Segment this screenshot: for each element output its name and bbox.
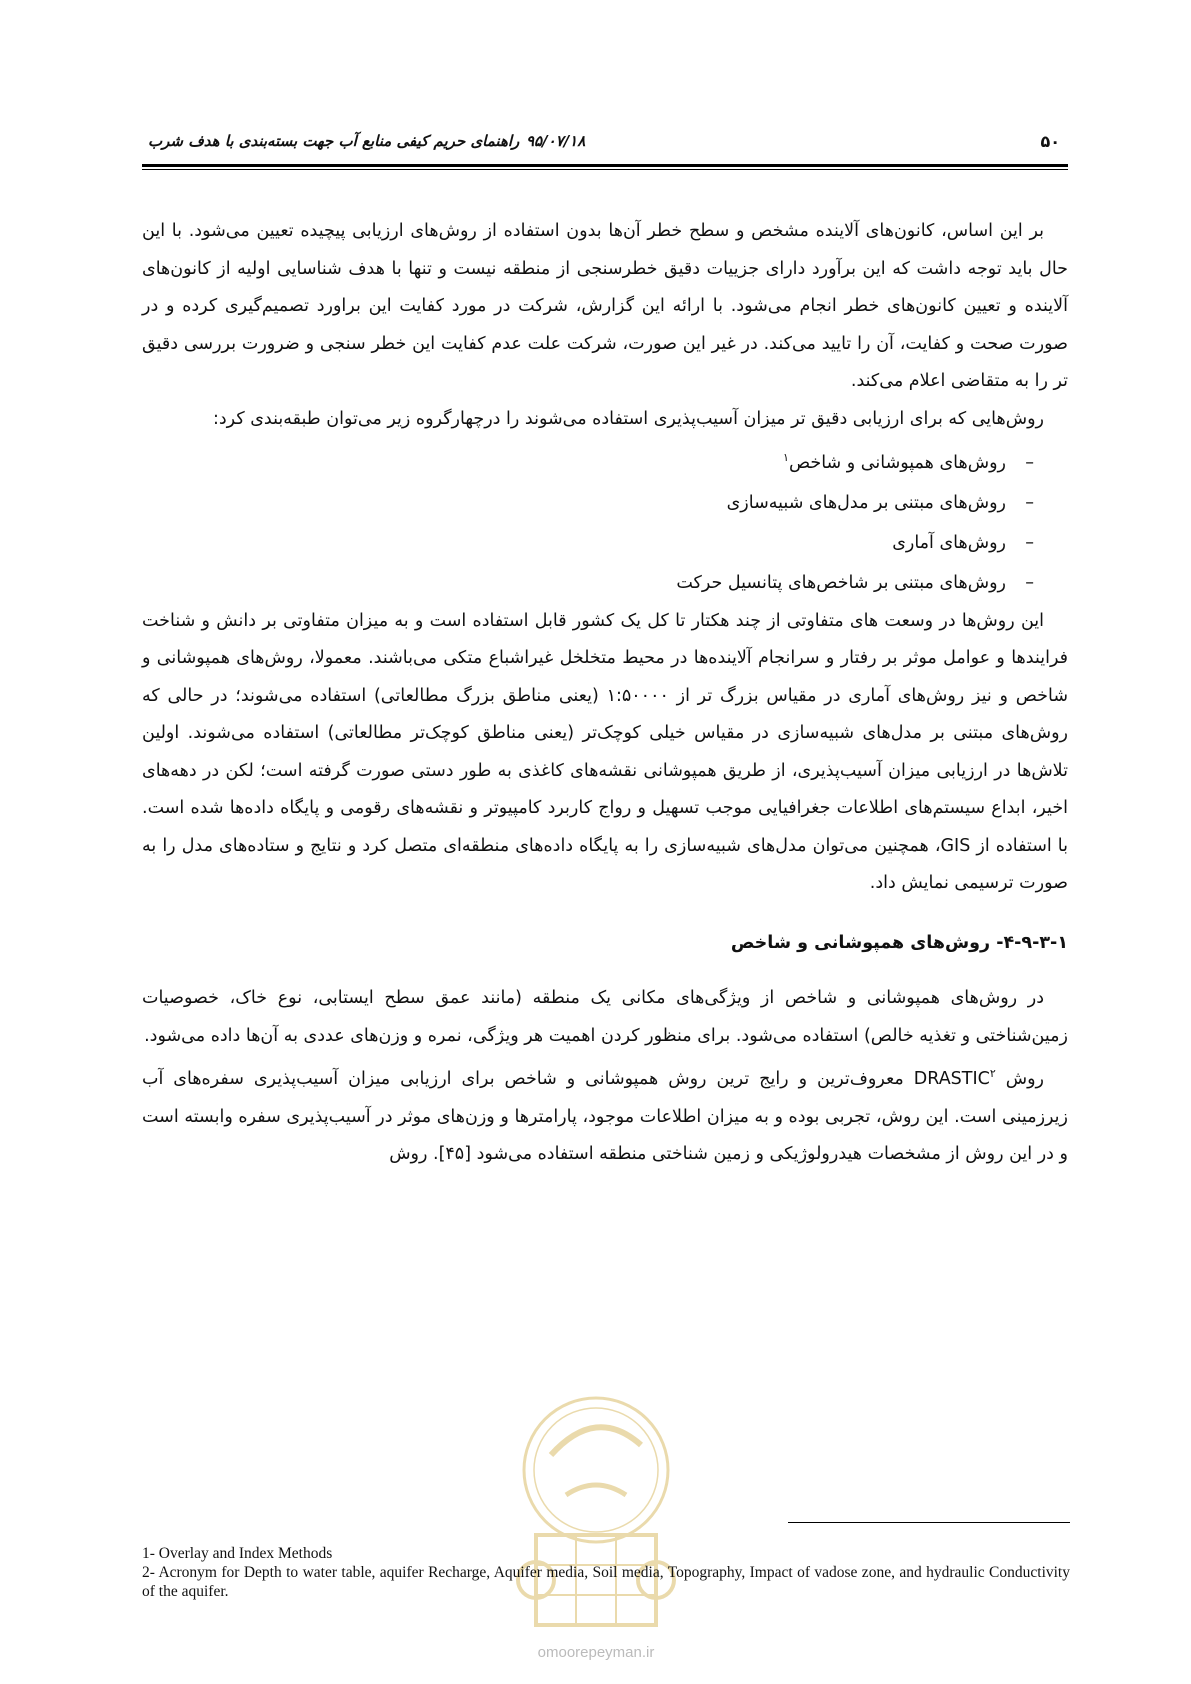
paragraph-5-start: روش DRASTIC [913,1069,1044,1090]
watermark-logo [496,1385,696,1665]
list-dash: – [1025,452,1034,473]
list-item-text: روش‌های مبتنی بر مدل‌های شبیه‌سازی [726,492,1006,513]
watermark-seal-icon [496,1385,696,1665]
footnote-ref: ۱ [783,451,789,464]
page-header [142,128,1068,162]
watermark-url: omoorepeyman.ir [537,1644,655,1661]
page-number: ۵۰ [1040,132,1060,151]
footnote-ref: ۲ [989,1067,996,1081]
page-body [142,213,1068,1174]
header-date: ۹۵/۰۷/۱۸ [526,132,586,150]
paragraph-4: در روش‌های همپوشانی و شاخص از ویژگی‌های مکانی یک منطقه (مانند عمق سطح ایستابی، نوع خاک، خصوصیات زمین‌شناختی و تغذیه خالص) استفاده می‌شود. برای منظور کردن اهمیت هر ویژگی، نمره و وزن‌های عددی به آن‌ها داده می‌شود. [142,988,1068,1046]
paragraph-5-rest: معروف‌ترین و رایج ترین روش همپوشانی و شاخص برای ارزیابی میزان آسیب‌پذیری سفره‌های آب زیرزمینی است. این روش، تجربی بوده و به میزان اطلاعات موجود، پارامترها و وزن‌های موثر در آسیب‌پذیری سفره وابسته است و در این روش از مشخصات هیدرولوژیکی و زمین شناختی منطقه استفاده می‌شود [۴۵]. روش [142,1069,1068,1165]
header-title: راهنمای حریم کیفی منابع آب جهت بسته‌بندی با هدف شرب [148,132,520,150]
list-dash: – [1025,492,1034,513]
paragraph-1: بر این اساس، کانون‌های آلاینده مشخص و سطح خطر آن‌ها بدون استفاده از روش‌های ارزیابی پیچیده تعیین می‌شود. با این حال باید توجه داشت که این برآورد دارای جزییات دقیق خطرسنجی از منطقه نیست و تنها با هدف شناسایی اولیه از کانون‌های آلاینده و تعیین کانون‌های خطر انجام می‌شود. با ارائه این گزارش، شرکت در مورد کفایت این براورد تصمیم‌گیری کرده و در صورت صحت و کفایت، آن را تایید می‌کند. در غیر این صورت، شرکت علت عدم کفایت این خطر سنجی و ضرورت بررسی دقیق تر را به متقاضی اعلام می‌کند. [142,221,1068,391]
methods-list [142,438,1068,603]
list-dash: – [1025,532,1034,553]
section-heading: ۴-۹-۳-۱- روش‌های همپوشانی و شاخص [730,932,1068,953]
list-item-text: روش‌های مبتنی بر شاخص‌های پتانسیل حرکت [676,572,1006,593]
footnote-1: 1- Overlay and Index Methods [142,1545,333,1562]
paragraph-2: روش‌هایی که برای ارزیابی دقیق تر میزان آسیب‌پذیری استفاده می‌شوند را درچهارگروه زیر می‌توان طبقه‌بندی کرد: [212,408,1044,429]
footnotes [142,1544,1070,1601]
list-item [142,563,1034,603]
list-item [142,438,1034,483]
header-rule [142,164,1068,170]
list-item-text: روش‌های آماری [892,532,1006,553]
paragraph-3: این روش‌ها در وسعت های متفاوتی از چند هکتار تا کل یک کشور قابل استفاده است و به میزان متفاوتی بر دانش و شناخت فرایندها و عوامل موثر بر رفتار و سرانجام آلاینده‌ها در محیط متخلخل غیراشباع متکی می‌باشند. معمولا، روش‌های همپوشانی و شاخص و نیز روش‌های آماری در مقیاس بزرگ تر از ۱:۵۰۰۰۰ (یعنی مناطق بزرگ مطالعاتی) استفاده می‌شوند؛ در حالی که روش‌های مبتنی بر مدل‌های شبیه‌سازی در مقیاس خیلی کوچک‌تر (یعنی مناطق کوچک‌تر مطالعاتی) استفاده می‌شوند. اولین تلاش‌ها در ارزیابی میزان آسیب‌پذیری، از طریق همپوشانی نقشه‌های کاغذی به طور دستی صورت گرفته است؛ لکن در دهه‌های اخیر، ابداع سیستم‌های اطلاعات جغرافیایی موجب تسهیل و رواج کاربرد کامپیوتر و نقشه‌های رقومی و پایگاه داده‌ها شده است. با استفاده از GIS، همچنین می‌توان مدل‌های شبیه‌سازی را به پایگاه داده‌های منطقه‌ای متصل کرد و نتایج و ستاده‌های مدل را به صورت ترسیمی نمایش داد. [142,610,1069,894]
list-item [142,483,1034,523]
footnote-2: 2- Acronym for Depth to water table, aquifer Recharge, Aquifer media, Soil media, Topography, Impact of vadose zone, and hydraulic Conductivity of the aquifer. [142,1564,1070,1600]
list-item [142,523,1034,563]
paragraph-5 [142,1055,1068,1173]
list-item-text: روش‌های همپوشانی و شاخص [788,452,1006,473]
footnote-rule [788,1522,1070,1523]
list-dash: – [1025,572,1034,593]
